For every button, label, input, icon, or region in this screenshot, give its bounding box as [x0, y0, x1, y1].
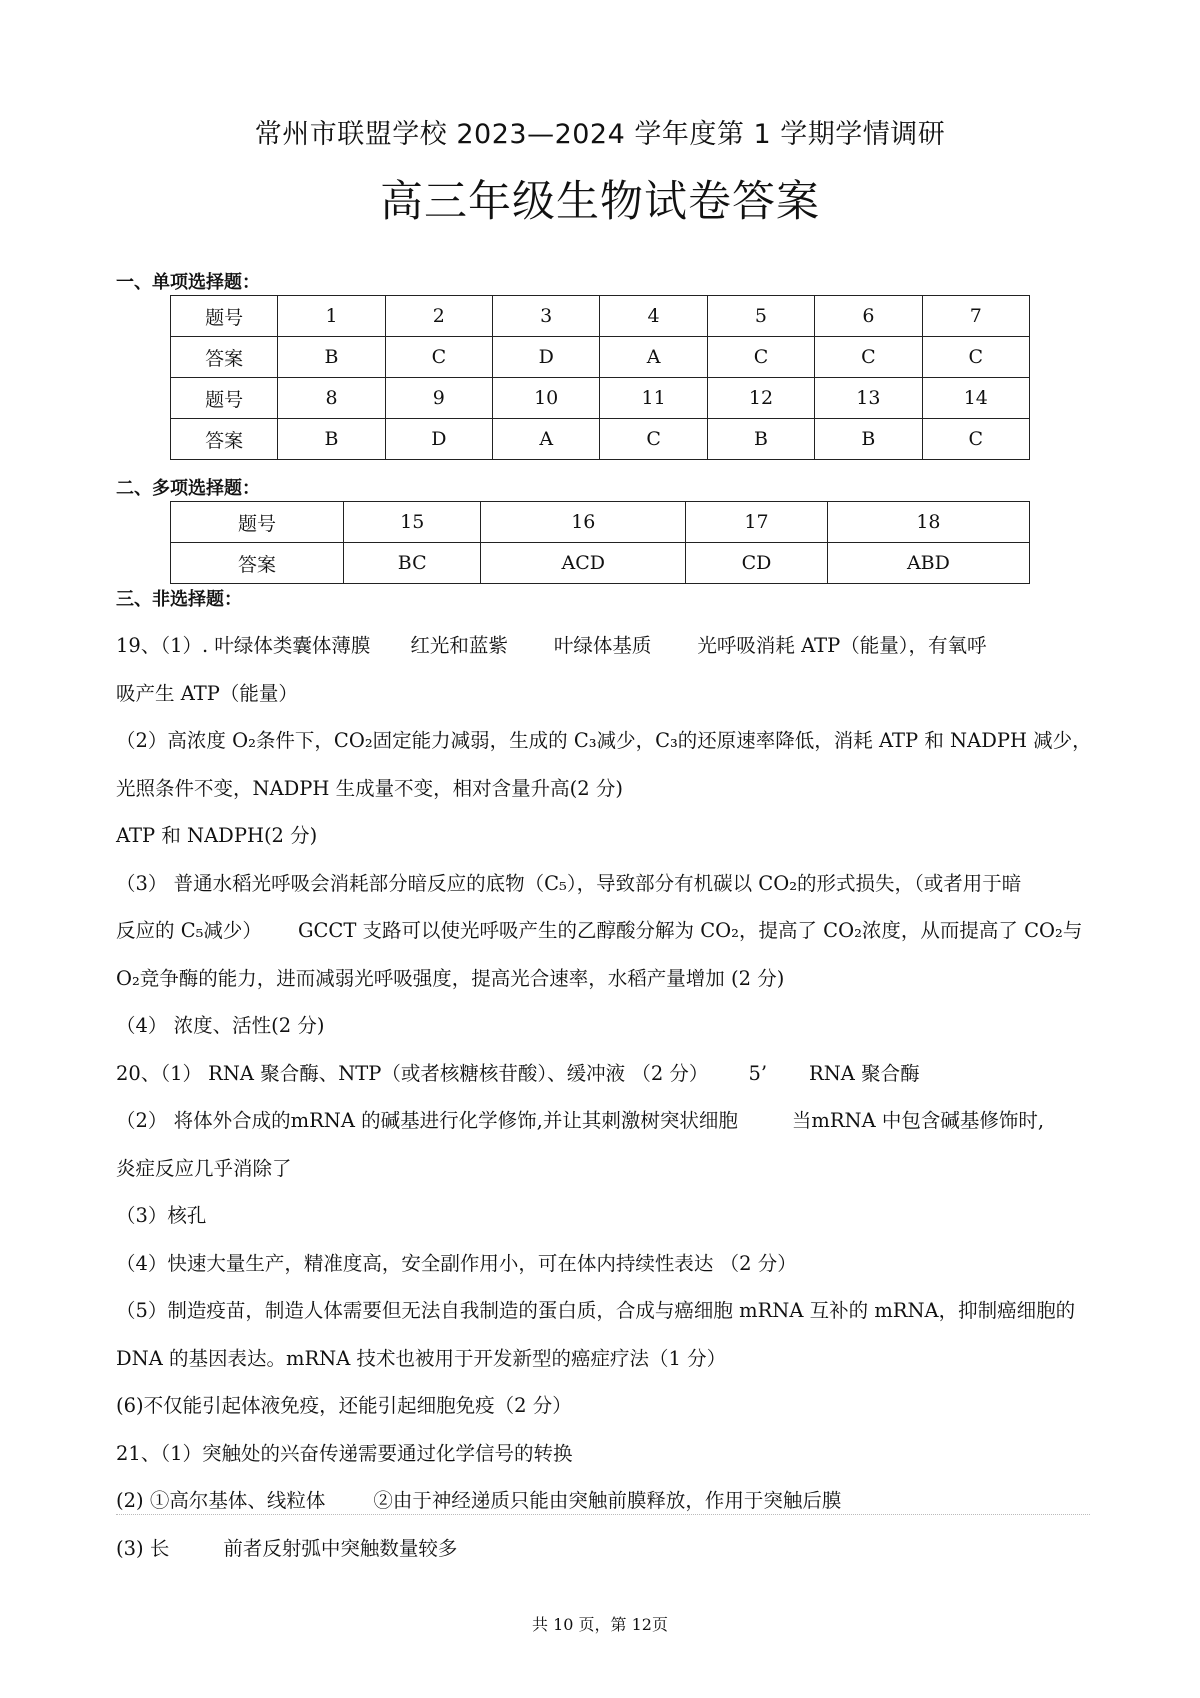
answer-text: （4）快速大量生产，精准度高，安全副作用小，可在体内持续性表达 （2 分） — [116, 1251, 797, 1275]
multi-row-label: 题号 — [171, 502, 344, 543]
page-footer: 共 10 页，第 12页 — [532, 1615, 668, 1634]
single-cell: B — [707, 419, 814, 460]
answer-line — [116, 860, 1090, 908]
answer-line — [116, 1240, 1090, 1288]
answer-line — [116, 1382, 1090, 1430]
section1-title: 一、单项选择题： — [116, 272, 260, 293]
single-cell: D — [493, 337, 600, 378]
single-cell: 8 — [278, 378, 385, 419]
answer-text: (2) ①高尔基体、线粒体 — [116, 1489, 326, 1512]
answer-text: 20、（1） RNA 聚合酶、NTP（或者核糖核苷酸）、缓冲液 （2 分） — [116, 1061, 709, 1085]
section2-title: 二、多项选择题： — [116, 478, 260, 499]
answer-text: 吸产生 ATP（能量） — [116, 681, 298, 705]
multi-cell: 17 — [686, 502, 828, 543]
answer-line — [116, 1287, 1090, 1335]
single-cell: 10 — [493, 378, 600, 419]
answer-line — [116, 1525, 1090, 1573]
single-cell: D — [385, 419, 492, 460]
multi-row — [171, 543, 1030, 584]
answer-text: （3）核孔 — [116, 1204, 207, 1227]
single-row-label: 题号 — [171, 378, 278, 419]
single-cell: C — [707, 337, 814, 378]
answer-line — [116, 1430, 1090, 1478]
multi-row-label: 答案 — [171, 543, 344, 584]
single-cell: B — [278, 419, 385, 460]
single-cell: 9 — [385, 378, 492, 419]
single-row — [171, 337, 1030, 378]
single-row — [171, 419, 1030, 460]
multi-choice-answer-table — [170, 501, 1030, 584]
multi-cell: ABD — [827, 543, 1029, 584]
exam-header-school: 常州市联盟学校 2023—2024 学年度第 1 学期学情调研 — [254, 119, 946, 150]
answer-line — [116, 1050, 1090, 1098]
answer-text: 红光和蓝紫 — [410, 634, 508, 657]
answer-text: （2）高浓度 O₂条件下，CO₂固定能力减弱，生成的 C₃减少，C₃的还原速率降低，消耗 ATP 和 NADPH 减少， — [116, 729, 1092, 752]
multi-row — [171, 502, 1030, 543]
answer-text: DNA 的基因表达。mRNA 技术也被用于开发新型的癌症疗法（1 分） — [116, 1346, 727, 1370]
single-row — [171, 296, 1030, 337]
answer-text: （3） 普通水稻光呼吸会消耗部分暗反应的底物（C₅），导致部分有机碳以 CO₂的形式损失，（或者用于暗 — [116, 871, 1022, 895]
multi-cell: 15 — [344, 502, 481, 543]
single-cell: 7 — [922, 296, 1029, 337]
single-row — [171, 378, 1030, 419]
answer-text: ATP 和 NADPH(2 分) — [116, 824, 318, 847]
answer-text: 叶绿体基质 — [553, 634, 652, 657]
answer-text: O₂竞争酶的能力，进而减弱光呼吸强度，提高光合速率，水稻产量增加 (2 分) — [116, 966, 785, 990]
section3-title: 三、非选择题： — [116, 589, 242, 610]
answer-line — [116, 1145, 1090, 1193]
answer-text: ②由于神经递质只能由突触前膜释放，作用于突触后膜 — [373, 1489, 842, 1512]
answer-text: 前者反射弧中突触数量较多 — [223, 1536, 458, 1560]
answer-line — [116, 1002, 1090, 1050]
single-cell: A — [493, 419, 600, 460]
answer-line — [116, 1335, 1090, 1383]
answer-text: 光呼吸消耗 ATP（能量），有氧呼 — [697, 634, 987, 657]
answer-line — [116, 670, 1090, 718]
answer-line — [116, 622, 1090, 670]
single-cell: C — [815, 337, 922, 378]
answer-text: 当mRNA 中包含碱基修饰时, — [791, 1109, 1045, 1132]
multi-cell: BC — [344, 543, 481, 584]
single-cell: 2 — [385, 296, 492, 337]
single-cell: A — [600, 337, 707, 378]
single-cell: B — [815, 419, 922, 460]
single-cell: 12 — [707, 378, 814, 419]
single-cell: C — [600, 419, 707, 460]
answer-line — [116, 765, 1090, 813]
answer-text: 21、（1）突触处的兴奋传递需要通过化学信号的转换 — [116, 1441, 573, 1465]
answer-text: 19、（1）. 叶绿体类囊体薄膜 — [116, 634, 371, 657]
single-row-label: 答案 — [171, 419, 278, 460]
single-row-label: 答案 — [171, 337, 278, 378]
multi-cell: 16 — [481, 502, 686, 543]
single-cell: C — [922, 337, 1029, 378]
single-cell: 5 — [707, 296, 814, 337]
single-cell: 14 — [922, 378, 1029, 419]
single-cell: B — [278, 337, 385, 378]
answer-line — [116, 1477, 1090, 1525]
multi-cell: ACD — [481, 543, 686, 584]
answer-text: GCCT 支路可以使光呼吸产生的乙醇酸分解为 CO₂，提高了 CO₂浓度，从而提高了 CO₂与 — [297, 919, 1083, 942]
answer-text: （4） 浓度、活性(2 分) — [116, 1014, 325, 1037]
answer-text: 反应的 C₅减少） — [116, 919, 262, 942]
answer-text: (6)不仅能引起体液免疫，还能引起细胞免疫（2 分） — [116, 1394, 572, 1417]
answer-text: 5’ — [748, 1061, 768, 1085]
answer-line — [116, 812, 1090, 860]
single-cell: 13 — [815, 378, 922, 419]
answer-line — [116, 1097, 1090, 1145]
answer-text: 光照条件不变，NADPH 生成量不变，相对含量升高(2 分) — [116, 776, 623, 800]
single-cell: C — [385, 337, 492, 378]
single-cell: 11 — [600, 378, 707, 419]
answer-text: （5）制造疫苗，制造人体需要但无法自我制造的蛋白质，合成与癌细胞 mRNA 互补的 mRNA，抑制癌细胞的 — [116, 1299, 1076, 1322]
answer-text: (3) 长 — [116, 1536, 170, 1560]
single-row-label: 题号 — [171, 296, 278, 337]
single-cell: C — [922, 419, 1029, 460]
page-divider — [116, 1514, 1090, 1515]
single-cell: 1 — [278, 296, 385, 337]
single-cell: 4 — [600, 296, 707, 337]
answer-line — [116, 907, 1090, 955]
multi-cell: CD — [686, 543, 828, 584]
answer-text: 炎症反应几乎消除了 — [116, 1156, 292, 1180]
answer-line — [116, 1192, 1090, 1240]
essay-answers — [116, 622, 1090, 1572]
answer-text: （2） 将体外合成的mRNA 的碱基进行化学修饰,并让其刺激树突状细胞 — [116, 1109, 738, 1132]
answer-text: RNA 聚合酶 — [809, 1061, 920, 1085]
answer-line — [116, 717, 1090, 765]
single-cell: 6 — [815, 296, 922, 337]
exam-title: 高三年级生物试卷答案 — [380, 177, 820, 227]
multi-cell: 18 — [827, 502, 1029, 543]
answer-line — [116, 955, 1090, 1003]
single-choice-answer-table — [170, 295, 1030, 460]
single-cell: 3 — [493, 296, 600, 337]
